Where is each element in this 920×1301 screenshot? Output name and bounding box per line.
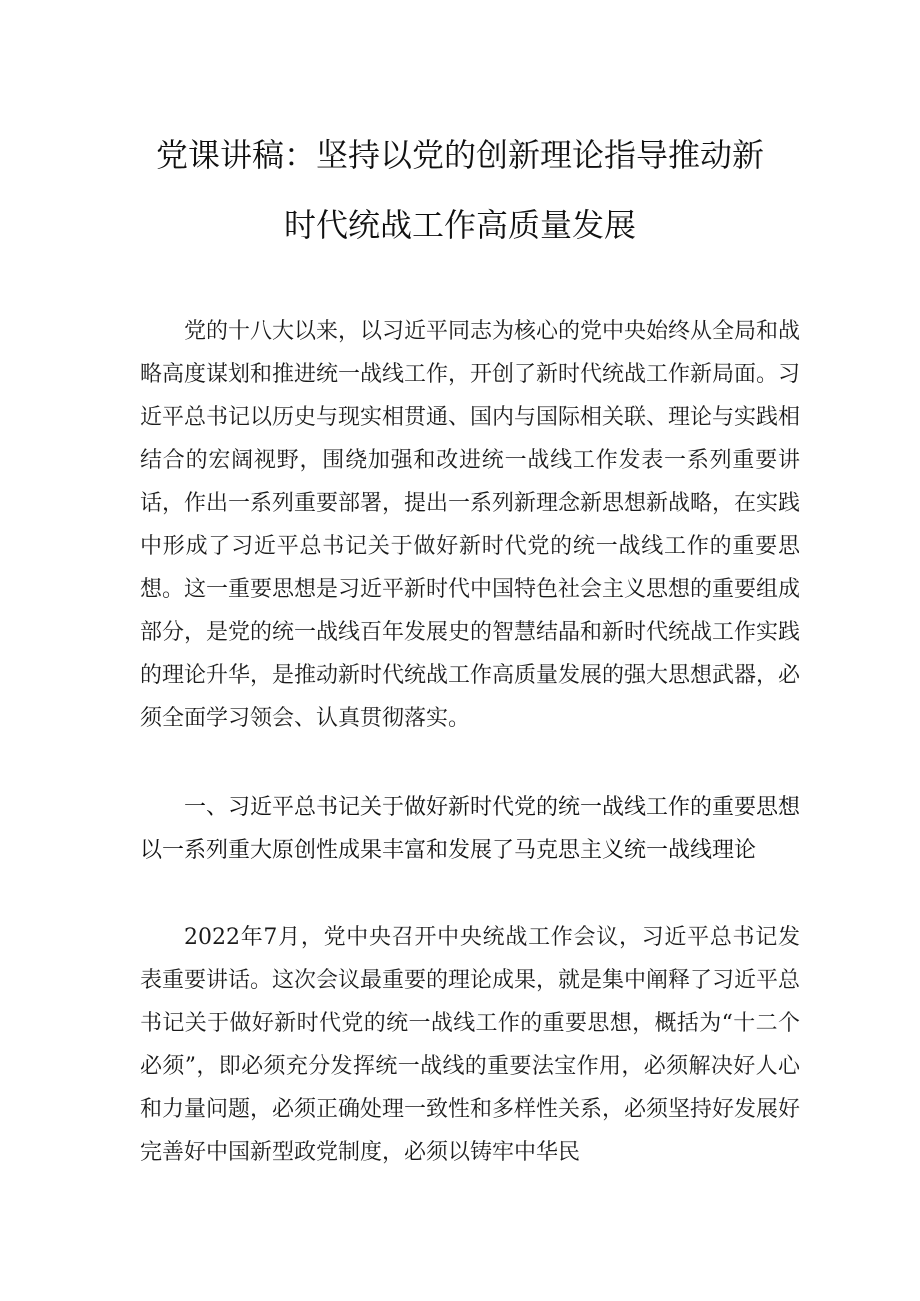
- body-paragraph-1: 党的十八大以来，以习近平同志为核心的党中央始终从全局和战略高度谋划和推进统一战线工作，开创了新时代统战工作新局面。习近平总书记以历史与现实相贯通、国内与国际相关联、理论与实践相结合的宏阔视野，围绕加强和改进统一战线工作发表一系列重要讲话，作出一系列重要部署，提出一系列新理念新思想新战略，在实践中形成了习近平总书记关于做好新时代党的统一战线工作的重要思想。这一重要思想是习近平新时代中国特色社会主义思想的重要组成部分，是党的统一战线百年发展史的智慧结晶和新时代统战工作实践的理论升华，是推动新时代统战工作高质量发展的强大思想武器，必须全面学习领会、认真贯彻落实。: [140, 319, 801, 731]
- document-title-line-2: 时代统战工作高质量发展: [283, 206, 636, 244]
- document-title-line-1: 党课讲稿：坚持以党的创新理论指导推动新: [155, 136, 764, 174]
- body-paragraph-2: 2022年7月，党中央召开中央统战工作会议，习近平总书记发表重要讲话。这次会议最重要的理论成果，就是集中阐释了习近平总书记关于做好新时代党的统一战线工作的重要思想，概括为“十二个必须”，即必须充分发挥统一战线的重要法宝作用，必须解决好人心和力量问题，必须正确处理一致性和多样性关系，必须坚持好发展好完善好中国新型政党制度，必须以铸牢中华民: [140, 925, 801, 1165]
- section-heading-1: 一、习近平总书记关于做好新时代党的统一战线工作的重要思想以一系列重大原创性成果丰富和发展了马克思主义统一战线理论: [140, 795, 801, 863]
